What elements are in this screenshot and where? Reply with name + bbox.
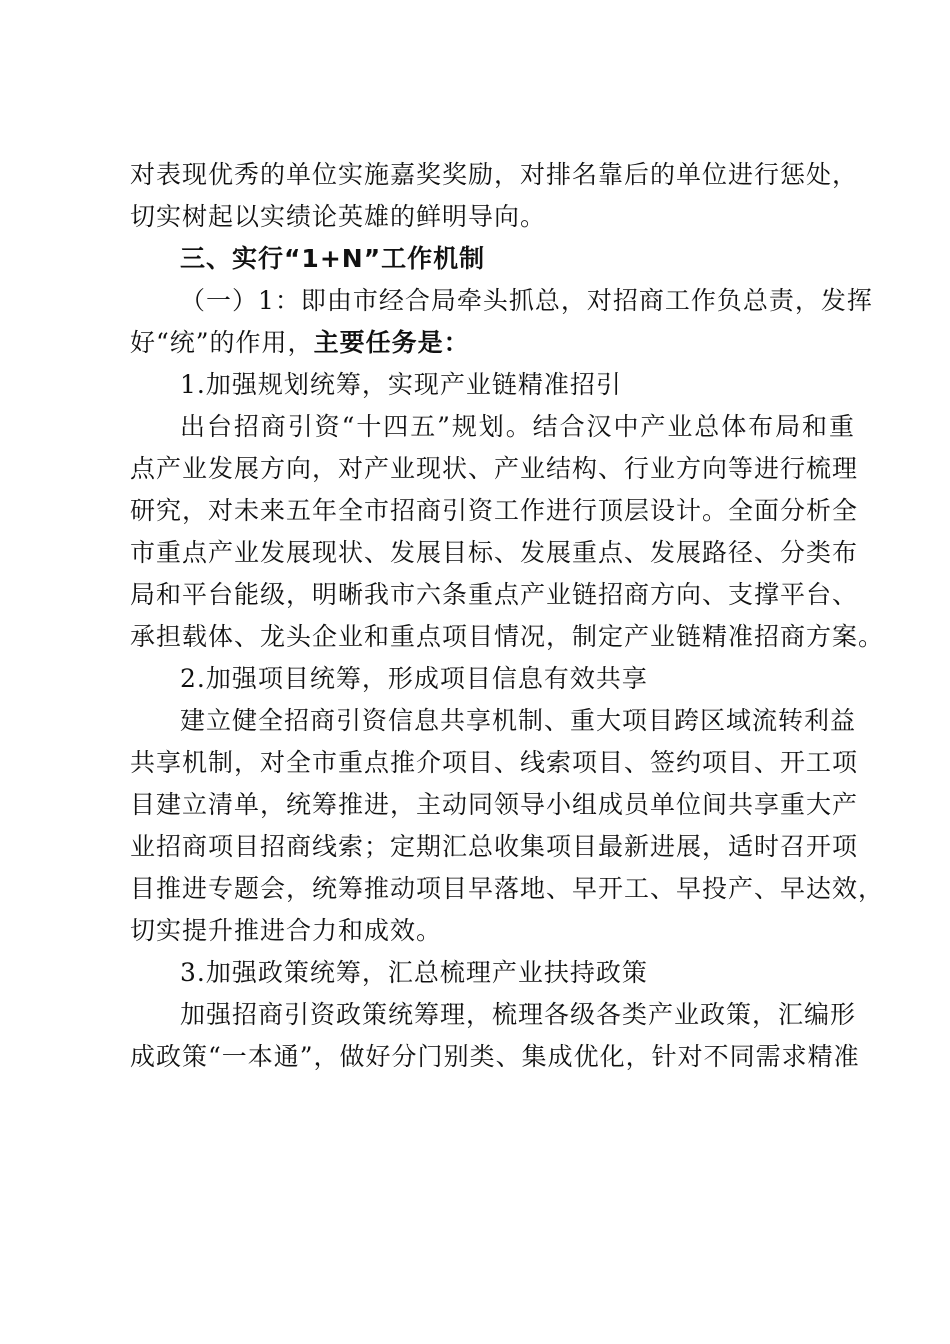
document-body [130,154,885,1078]
text-line-11: 局和平台能级，明晰我市六条重点产业链招商方向、支撑平台、 [130,580,859,609]
text-line-16: 目建立清单，统筹推进，主动同领导小组成员单位间共享重大产 [130,790,859,819]
text-line-15: 共享机制，对全市重点推介项目、线索项目、签约项目、开工项 [130,748,859,777]
text-line-2: 切实树起以实绩论英雄的鲜明导向。 [130,202,547,231]
text-line-5 [130,322,855,364]
text-line-1: 对表现优秀的单位实施嘉奖奖励，对排名靠后的单位进行惩处， [130,160,859,189]
text-line-7: 出台招商引资“十四五”规划。结合汉中产业总体布局和重 [180,412,855,441]
text-line-14: 建立健全招商引资信息共享机制、重大项目跨区域流转利益 [180,706,857,735]
subheading-3: 3.加强政策统筹，汇总梳理产业扶持政策 [180,958,648,987]
text-line-18: 目推进专题会，统筹推动项目早落地、早开工、早投产、早达效， [130,874,885,903]
section-heading-3: 三、实行“1+N”工作机制 [180,244,486,273]
subheading-2: 2.加强项目统筹，形成项目信息有效共享 [180,664,648,693]
text-line-10: 市重点产业发展现状、发展目标、发展重点、发展路径、分类布 [130,538,859,567]
text-line-9: 研究，对未来五年全市招商引资工作进行顶层设计。全面分析全 [130,496,859,525]
text-line-4: （一）1：即由市经合局牵头抓总，对招商工作负总责，发挥 [180,286,873,315]
text-line-17: 业招商项目招商线索；定期汇总收集项目最新进展，适时召开项 [130,832,859,861]
subheading-1: 1.加强规划统筹，实现产业链精准招引 [180,370,622,399]
text-line-22: 成政策“一本通”，做好分门别类、集成优化，针对不同需求精准 [130,1042,860,1071]
text-line-21: 加强招商引资政策统筹理，梳理各级各类产业政策，汇编形 [180,1000,857,1029]
text-line-5-normal: 好“统”的作用， [130,328,314,357]
text-line-12: 承担载体、龙头企业和重点项目情况，制定产业链精准招商方案。 [130,622,885,651]
text-line-5-bold: 主要任务是： [313,328,470,357]
text-line-8: 点产业发展方向，对产业现状、产业结构、行业方向等进行梳理 [130,454,859,483]
text-line-19: 切实提升推进合力和成效。 [130,916,443,945]
